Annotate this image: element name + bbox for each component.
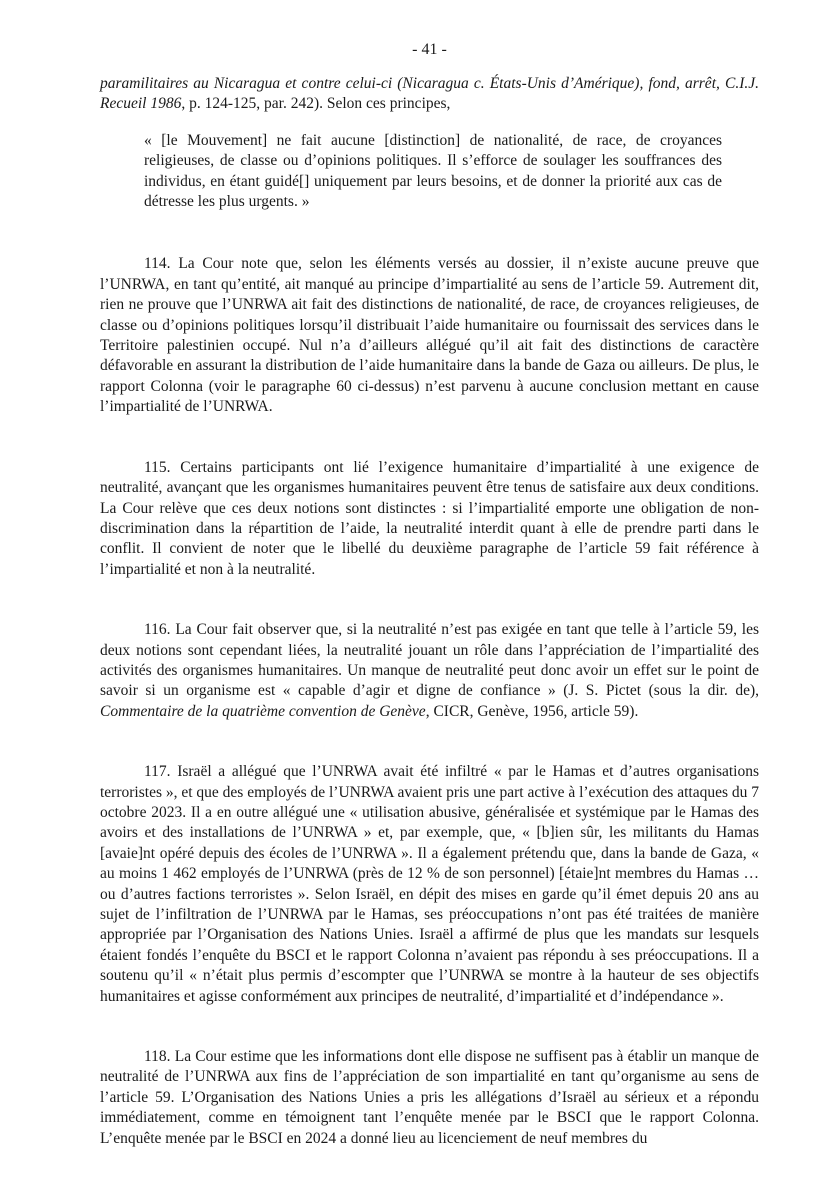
block-quote: « [le Mouvement] ne fait aucune [distinction] de nationalité, de race, de croyances religieuses, de classe ou d’opinions politiques. Il s’efforce de soulager les souffrances des individus, en étant guidé[] uniquement par leurs besoins, et de donner la priorité aux cas de détresse les plus urgents. » <box>144 131 722 211</box>
commentary-title: Commentaire de la quatrième convention de Genève <box>100 702 426 720</box>
paragraph-116 <box>100 620 759 722</box>
page-number: - 41 - <box>412 41 447 58</box>
paragraph-118: 118. La Cour estime que les informations dont elle dispose ne suffisent pas à établir un manque de neutralité de l’UNRWA aux fins de l’appréciation de son impartialité en tant qu’organisme au sens de l’article 59. L’Organisation des Nations Unies a pris les allégations d’Israël au sérieux et a répondu immédiatement, comme en témoignent tant l’enquête menée par le BSCI que le rapport Colonna. L’enquête menée par le BSCI en 2024 a donné lieu au licenciement de neuf membres du <box>100 1048 759 1147</box>
citation-tail: , p. 124-125, par. 242). Selon ces principes, <box>181 95 451 113</box>
paragraph-116-tail: , CICR, Genève, 1956, article 59). <box>425 702 639 720</box>
paragraph-114: 114. La Cour note que, selon les éléments versés au dossier, il n’existe aucune preuve que l’UNRWA, en tant qu’entité, ait manqué au principe d’impartialité au sens de l’article 59. Autrement dit, rien ne prouve que l’UNRWA ait fait des distinctions de nationalité, de race, de croyances religieuses, de classe ou d’opinions politiques lorsqu’il distribuait l’aide humanitaire ou fournissait des services dans le Territoire palestinien occupé. Nul n’a d’ailleurs allégué qu’il ait fait des distinctions de caractère défavorable en assurant la distribution de l’aide humanitaire dans la bande de Gaza ou ailleurs. De plus, le rapport Colonna (voir le paragraphe 60 ci-dessus) n’est parvenu à aucune conclusion mettant en cause l’impartialité de l’UNRWA. <box>100 255 759 416</box>
continuation-paragraph <box>100 74 759 115</box>
paragraph-117: 117. Israël a allégué que l’UNRWA avait été infiltré « par le Hamas et d’autres organisations terroristes », et que des employés de l’UNRWA avaient pris une part active à l’exécution des attaques du 7 octobre 2023. Il a en outre allégué une « utilisation abusive, généralisée et systémique par le Hamas des avoirs et des installations de l’UNRWA » et, par exemple, que, « [b]ien sûr, les militants du Hamas [avaie]nt opéré depuis des écoles de l’UNRWA ». Il a également prétendu que, dans la bande de Gaza, « au moins 1 462 employés de l’UNRWA (près de 12 % de son personnel) [étaie]nt membres du Hamas … ou d’autres factions terroristes ». Selon Israël, en dépit des mises en garde qu’il émet depuis 20 ans au sujet de l’infiltration de l’UNRWA par le Hamas, ses préoccupations n’ont pas été traitées de manière appropriée par l’Organisation des Nations Unies. Israël a affirmé de plus que les mandats sur lesquels étaient fondés l’enquête du BSCI et le rapport Colonna n’avaient pas répondu à ses préoccupations. Il a soutenu qu’il « n’était plus permis d’escompter que l’UNRWA se montre à la hauteur de ses objectifs humanitaires et agisse conformément aux principes de neutralité, d’impartialité et d’indépendance ». <box>100 763 759 1005</box>
case-citation: paramilitaires au Nicaragua et contre celui-ci (Nicaragua c. États-Unis d’Amérique), fond, arrêt, C.I.J. Recueil 1986 <box>100 75 759 113</box>
paragraph-116-text: 116. La Cour fait observer que, si la neutralité n’est pas exigée en tant que telle à l’article 59, les deux notions sont cependant liées, la neutralité jouant un rôle dans l’appréciation de l’impartialité des activités des organismes humanitaires. Un manque de neutralité peut donc avoir un effet sur le point de savoir si un organisme est « capable d’agir et digne de confiance » (J. S. Pictet (sous la dir. de), <box>100 621 759 700</box>
paragraph-115: 115. Certains participants ont lié l’exigence humanitaire d’impartialité à une exigence de neutralité, avançant que les organismes humanitaires peuvent être tenus de satisfaire aux deux conditions. La Cour relève que ces deux notions sont distinctes : si l’impartialité emporte une obligation de non-discrimination dans la répartition de l’aide, la neutralité interdit quant à elle de prendre parti dans le conflit. Il convient de noter que le libellé du deuxième paragraphe de l’article 59 fait référence à l’impartialité et non à la neutralité. <box>100 458 759 578</box>
document-page <box>100 40 759 1149</box>
